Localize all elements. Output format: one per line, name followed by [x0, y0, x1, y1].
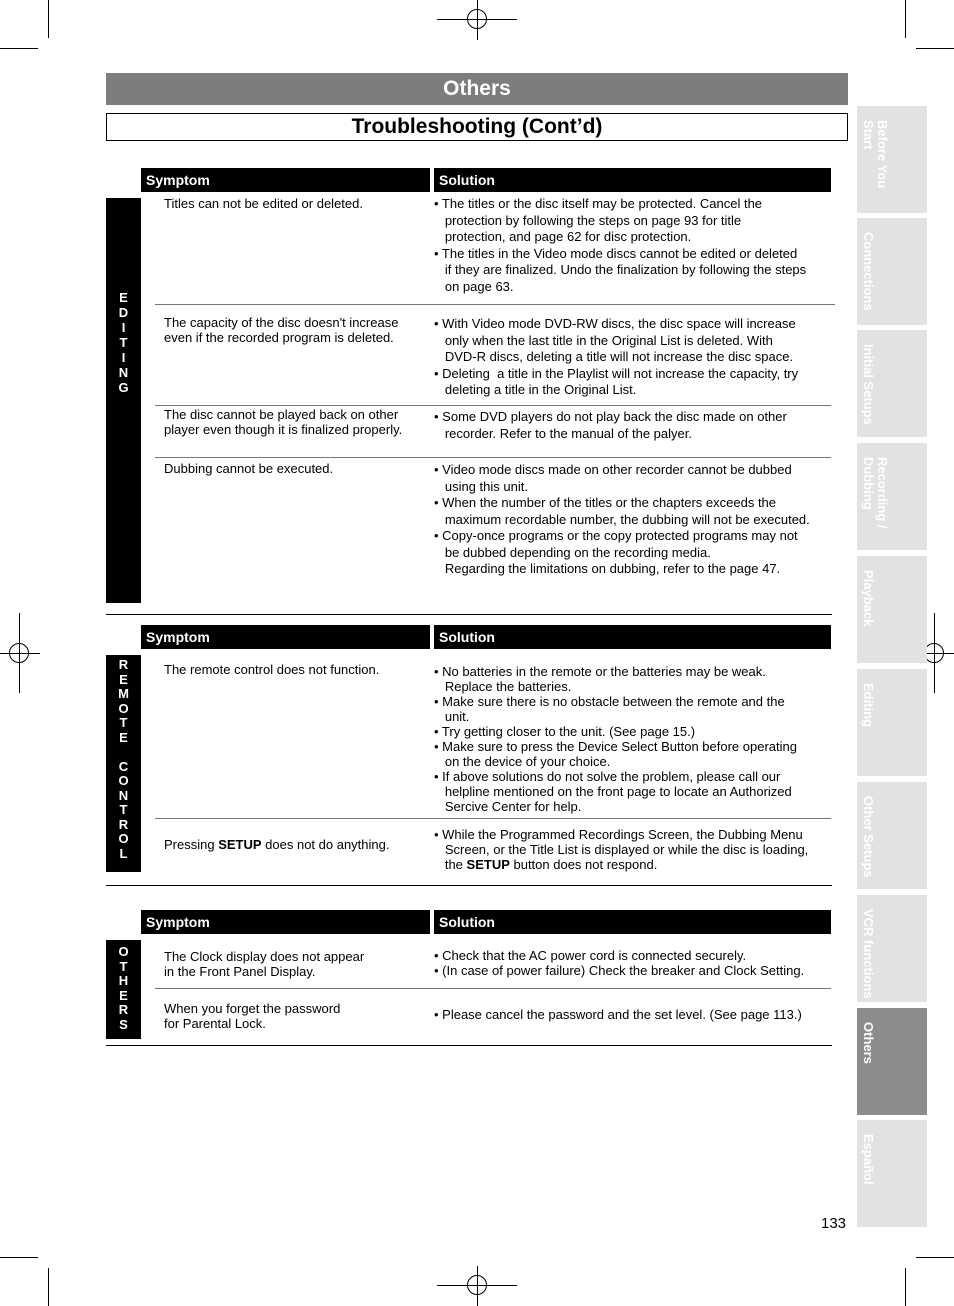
solution-header: Solution: [434, 910, 831, 934]
solution-line: Screen, or the Title List is displayed or while the disc is loading,: [434, 842, 809, 857]
solution-line: on the device of your choice.: [434, 754, 611, 769]
solution-line: • Some DVD players do not play back the disc made on other: [434, 409, 787, 424]
solution-line: Replace the batteries.: [434, 679, 572, 694]
solution-line: • The titles or the disc itself may be protected. Cancel the: [434, 196, 763, 211]
setup-key-label: SETUP: [218, 837, 262, 852]
row-divider: [155, 405, 831, 406]
solution-line: • Please cancel the password and the set level. (See page 113.): [434, 1007, 802, 1022]
row-divider: [155, 818, 831, 819]
solution-line: only when the last title in the Original List is deleted. With: [434, 332, 773, 348]
crop-mark: [48, 1268, 49, 1306]
solution-line: • With Video mode DVD-RW discs, the disc space will increase: [434, 316, 796, 331]
solution-line: unit.: [434, 709, 470, 724]
symptom-header: Symptom: [141, 910, 430, 934]
solution-line: protection by following the steps on page 93 for title: [434, 212, 742, 228]
symptom-text: The remote control does not function.: [164, 662, 380, 677]
crop-mark: [916, 1257, 954, 1258]
solution-line: • Make sure there is no obstacle between the remote and the: [434, 694, 785, 709]
solution-line: be dubbed depending on the recording media.: [434, 544, 711, 560]
solution-line: • Deleting a title in the Playlist will not increase the capacity, try: [434, 365, 799, 381]
solution-list: [434, 664, 834, 814]
crop-mark: [0, 48, 38, 49]
symptom-text: The Clock display does not appear in the Front Panel Display.: [164, 949, 365, 979]
solution-line: • Try getting closer to the unit. (See page 15.): [434, 724, 696, 739]
row-divider: [155, 988, 831, 989]
crop-mark: [916, 48, 954, 49]
setup-key-label: SETUP: [466, 857, 510, 872]
category-label: R E M O T E C O N T R O L: [118, 657, 129, 861]
side-tab-playback[interactable]: Playback: [857, 556, 927, 663]
solution-line: • When the number of the titles or the chapters exceeds the: [434, 495, 777, 510]
registration-mark: [437, 0, 517, 40]
solution-line: maximum recordable number, the dubbing will not be executed.: [434, 511, 810, 527]
symptom-header: Symptom: [141, 625, 430, 649]
section-divider: [106, 1045, 832, 1046]
solution-line: • The titles in the Video mode discs cannot be edited or deleted: [434, 245, 798, 261]
solution-line: deleting a title in the Original List.: [434, 382, 637, 397]
symptom-text: Titles can not be edited or deleted.: [164, 196, 363, 211]
solution-list: [434, 462, 834, 578]
solution-line: • Check that the AC power cord is connected securely.: [434, 948, 747, 963]
solution-line: helpline mentioned on the front page to locate an Authorized: [434, 784, 792, 799]
solution-line: • Video mode discs made on other recorder cannot be dubbed: [434, 462, 792, 477]
solution-line: • Make sure to press the Device Select Button before operating: [434, 739, 797, 754]
solution-line: Sercive Center for help.: [434, 799, 582, 814]
side-tab-recording-dubbing[interactable]: Recording / Dubbing: [857, 443, 927, 550]
side-tab-others[interactable]: Others: [857, 1008, 927, 1115]
registration-mark: [437, 1266, 517, 1306]
solution-line: if they are finalized. Undo the finalization by following the steps: [434, 262, 807, 277]
solution-list: [434, 1007, 834, 1022]
solution-list: [434, 827, 834, 872]
page-title: Troubleshooting (Cont’d): [106, 113, 848, 141]
symptom-text: Pressing SETUP does not do anything.: [164, 837, 390, 852]
category-label: E D I T I N G: [118, 290, 129, 395]
crop-mark: [905, 0, 906, 38]
page-number: 133: [821, 1215, 847, 1232]
side-tab-espanol[interactable]: Español: [857, 1120, 927, 1227]
row-divider: [155, 457, 831, 458]
side-tab-initial-setups[interactable]: Initial Setups: [857, 330, 927, 437]
crop-mark: [48, 0, 49, 38]
category-label: O T H E R S: [118, 944, 129, 1032]
solution-header: Solution: [434, 168, 831, 192]
symptom-text: When you forget the password for Parental Lock.: [164, 1001, 341, 1031]
solution-list: [434, 196, 834, 295]
solution-header: Solution: [434, 625, 831, 649]
section-divider: [106, 885, 832, 886]
category-editing: [106, 198, 141, 603]
side-tab-editing[interactable]: Editing: [857, 669, 927, 776]
side-tab-other-setups[interactable]: Other Setups: [857, 782, 927, 889]
solution-line: DVD-R discs, deleting a title will not increase the disc space.: [434, 349, 794, 364]
category-others: [106, 940, 141, 1039]
solution-list: [434, 409, 834, 442]
side-tab-before-you-start[interactable]: Before You Start: [857, 106, 927, 213]
symptom-header: Symptom: [141, 168, 430, 192]
solution-line: • While the Programmed Recordings Screen, the Dubbing Menu: [434, 827, 803, 842]
solution-line: • Copy-once programs or the copy protected programs may not: [434, 528, 798, 543]
solution-line: • (In case of power failure) Check the breaker and Clock Setting.: [434, 963, 805, 978]
symptom-text: The capacity of the disc doesn't increase even if the recorded program is deleted.: [164, 315, 399, 345]
solution-line: Regarding the limitations on dubbing, refer to the page 47.: [434, 561, 781, 576]
solution-line: on page 63.: [434, 278, 514, 294]
crop-mark: [0, 1257, 38, 1258]
solution-line: the SETUP button does not respond.: [434, 857, 658, 872]
solution-line: • If above solutions do not solve the problem, please call our: [434, 769, 781, 784]
registration-mark: [0, 613, 40, 693]
solution-line: recorder. Refer to the manual of the palyer.: [434, 425, 692, 441]
section-banner: Others: [106, 73, 848, 105]
crop-mark: [905, 1268, 906, 1306]
category-remote-control: [106, 655, 141, 872]
side-tab-connections[interactable]: Connections: [857, 218, 927, 325]
row-divider: [155, 304, 835, 305]
solution-list: [434, 948, 834, 978]
solution-line: protection, and page 62 for disc protection.: [434, 229, 692, 244]
section-divider: [106, 614, 832, 615]
symptom-text: The disc cannot be played back on other player even though it is finalized properly.: [164, 407, 403, 437]
side-tab-vcr-functions[interactable]: VCR functions: [857, 895, 927, 1002]
solution-line: • No batteries in the remote or the batteries may be weak.: [434, 664, 766, 679]
solution-list: [434, 316, 834, 399]
solution-line: using this unit.: [434, 478, 528, 494]
symptom-text: Dubbing cannot be executed.: [164, 461, 334, 476]
